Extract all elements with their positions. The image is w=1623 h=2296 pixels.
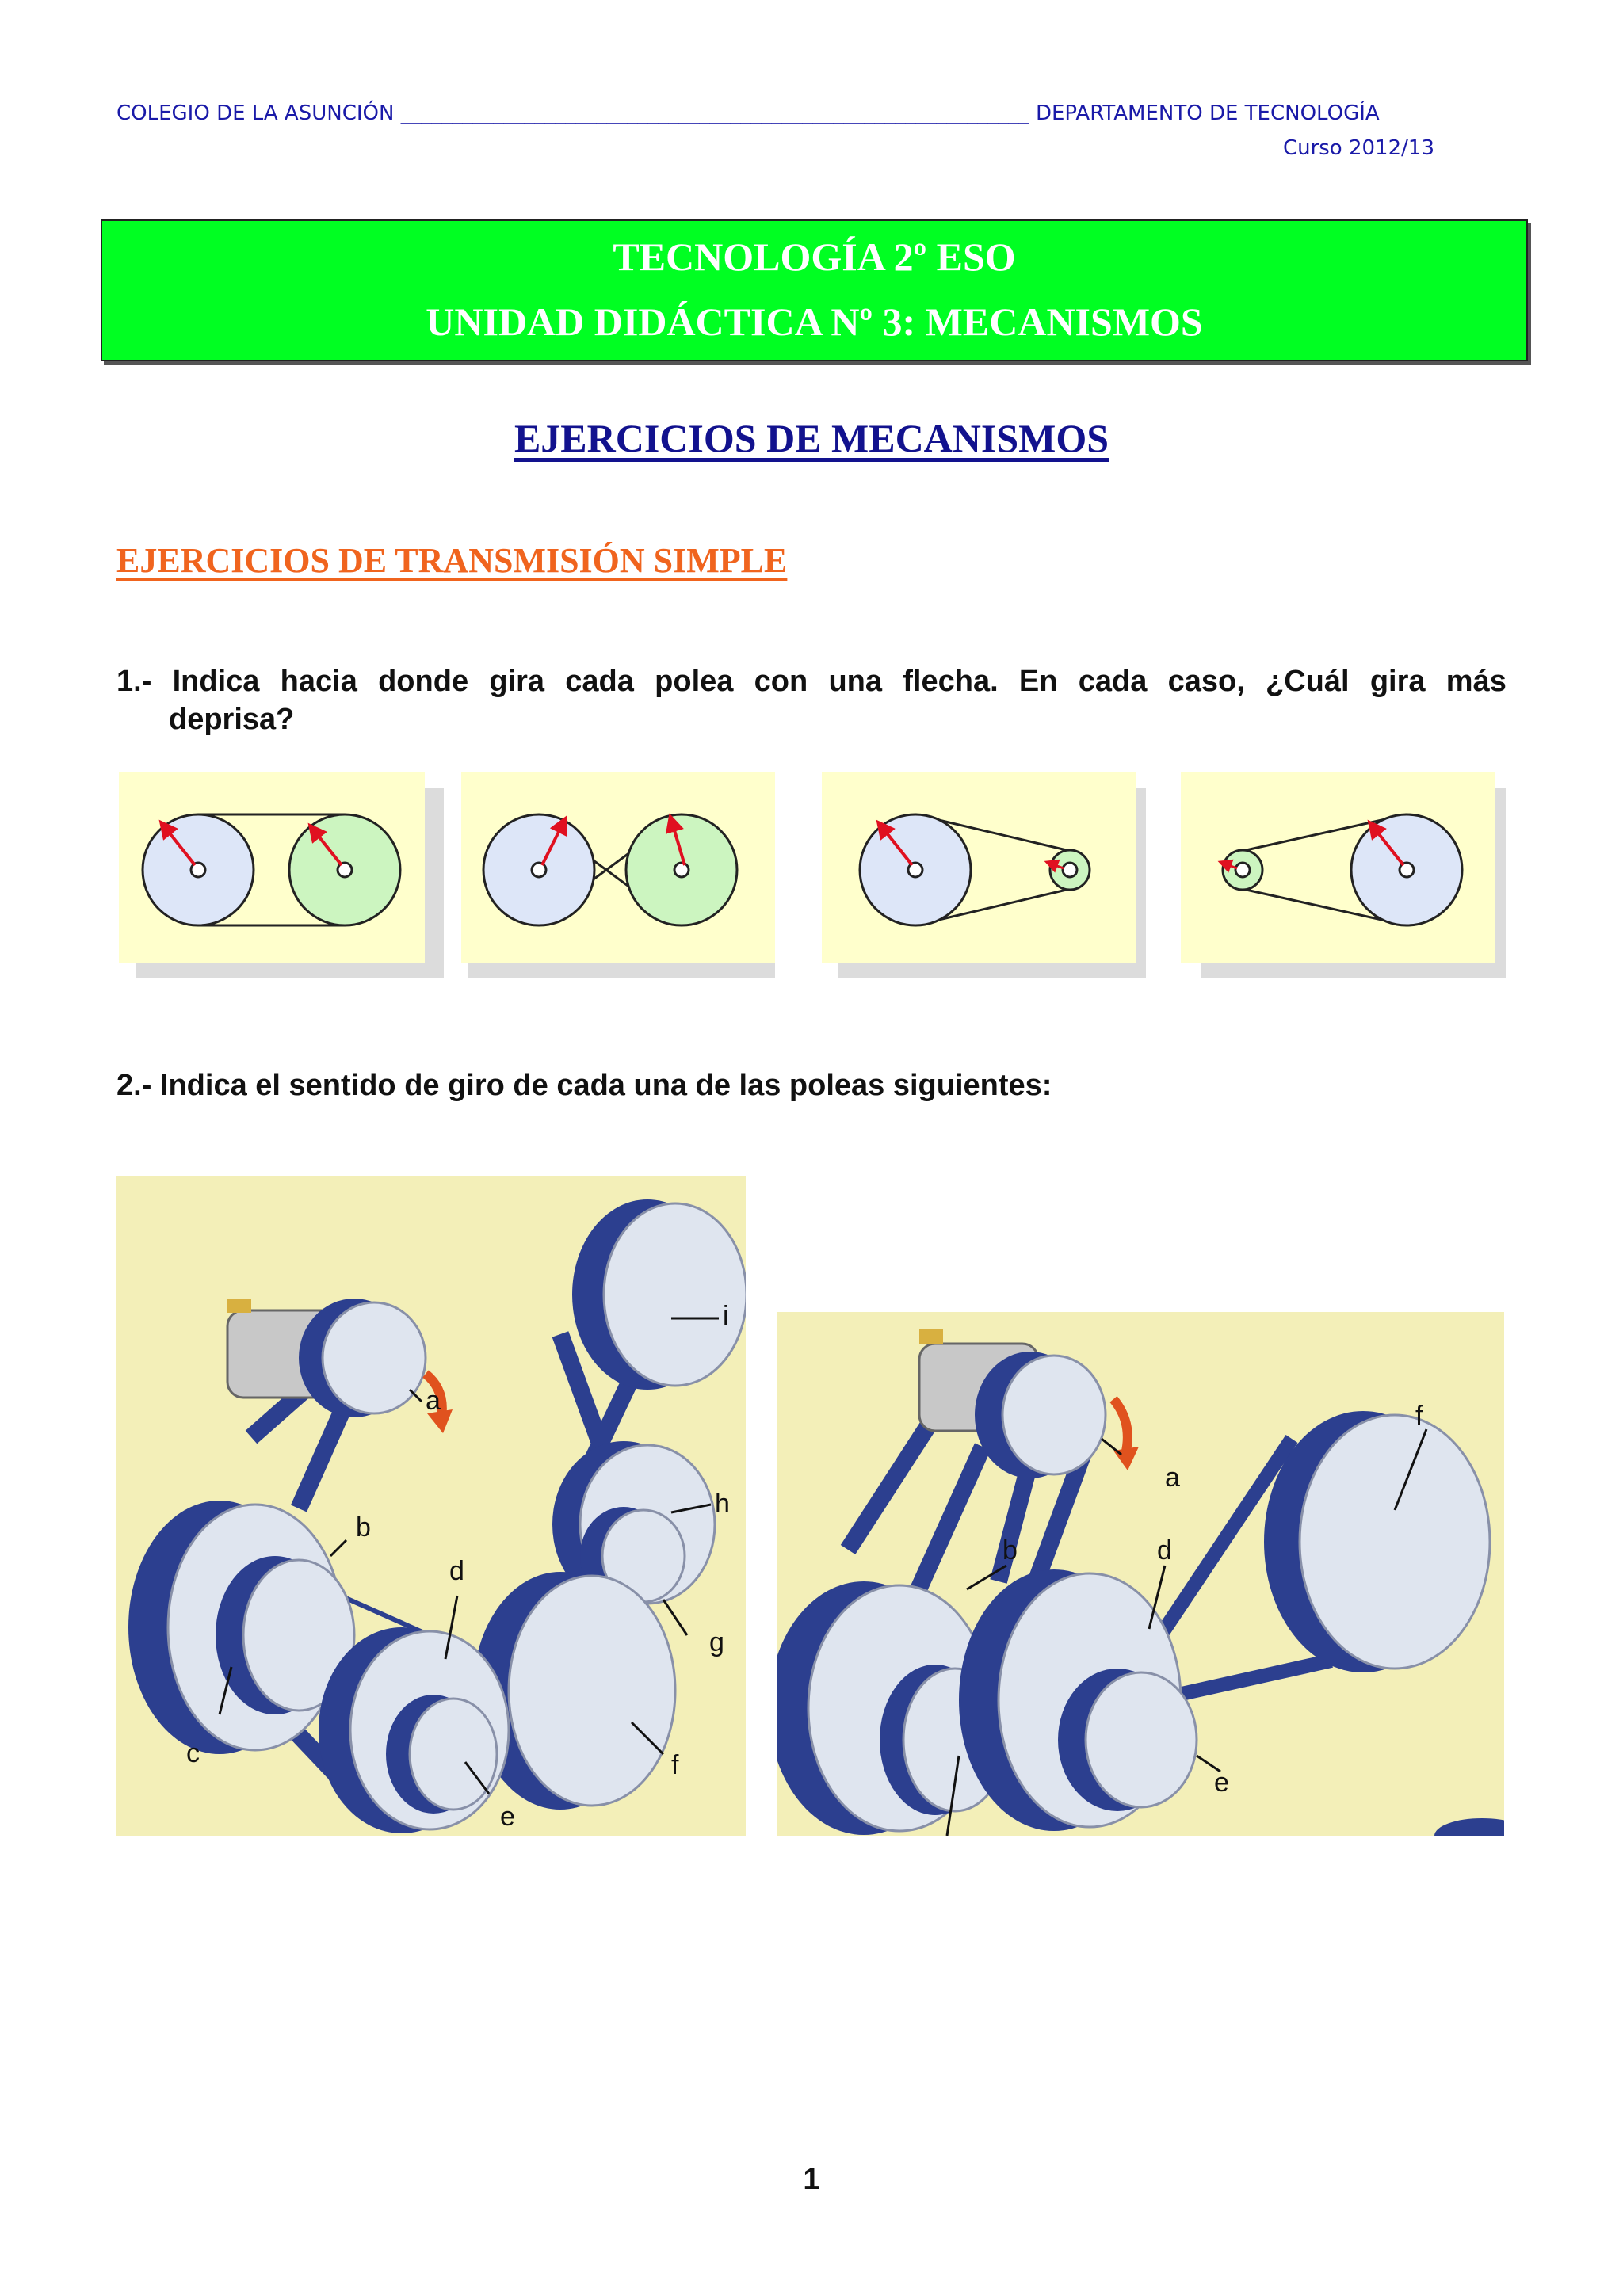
question-1-word: flecha. — [903, 665, 999, 698]
question-1-word: gira — [489, 665, 545, 698]
question-1-word: más — [1445, 665, 1507, 698]
pulley-system-figure-1 — [116, 1176, 746, 1836]
course-label: Curso 2012/13 — [1282, 136, 1434, 160]
main-title — [0, 415, 1623, 461]
pulley-panels — [119, 769, 1506, 982]
fig1-label-f: f — [671, 1750, 679, 1780]
question-1-word: caso, — [1167, 665, 1245, 698]
question-1-word: 1.- — [116, 665, 152, 698]
fig1-label-h: h — [715, 1489, 730, 1519]
question-1-line-1 — [116, 662, 1507, 700]
fig1-label-e: e — [500, 1802, 515, 1832]
question-2: 2.- Indica el sentido de giro de cada una de las poleas siguientes: — [116, 1069, 1052, 1102]
page-number: 1 — [803, 2163, 820, 2196]
banner-line-1: TECNOLOGÍA 2º ESO — [613, 235, 1016, 279]
banner-line-2: UNIDAD DIDÁCTICA Nº 3: MECANISMOS — [426, 299, 1203, 344]
fig1-label-g: g — [709, 1627, 724, 1657]
fig1-label-a: a — [426, 1386, 441, 1416]
question-1-word: hacia — [280, 665, 357, 698]
question-1-word: En — [1018, 665, 1058, 698]
department-name: DEPARTAMENTO DE TECNOLOGÍA — [1035, 101, 1380, 125]
fig2-label-e: e — [1214, 1768, 1229, 1798]
main-title-text: EJERCICIOS DE MECANISMOS — [514, 416, 1109, 460]
fig2-label-d: d — [1157, 1535, 1172, 1566]
question-1-word: cada — [565, 665, 634, 698]
question-1-word: una — [828, 665, 883, 698]
section-title: EJERCICIOS DE TRANSMISIÓN SIMPLE — [116, 541, 788, 580]
pulley-panel-3 — [822, 772, 1146, 978]
question-1-word: Indica — [172, 665, 260, 698]
fig2-label-f: f — [1415, 1401, 1423, 1431]
question-1-word: gira — [1369, 665, 1426, 698]
question-1-word: donde — [378, 665, 469, 698]
fig1-label-c: c — [186, 1738, 200, 1768]
fig1-label-b: b — [356, 1512, 371, 1543]
question-1-line-2: deprisa? — [169, 703, 295, 736]
header-line — [116, 101, 1380, 125]
question-1-word: con — [754, 665, 808, 698]
header-separator: _____________________________________________________________ — [400, 101, 1029, 125]
pulley-e-2 — [1058, 1669, 1197, 1811]
question-1-word: ¿Cuál — [1266, 665, 1350, 698]
question-1 — [116, 662, 1507, 738]
question-1-word: cada — [1078, 665, 1148, 698]
question-1-word: polea — [655, 665, 734, 698]
pulley-e — [386, 1695, 497, 1814]
pulley-f-2 — [1264, 1411, 1490, 1672]
pulley-system-figure-2 — [777, 1312, 1504, 1836]
pulley-panel-4 — [1181, 772, 1506, 978]
fig1-label-i: i — [723, 1301, 729, 1331]
fig2-label-a: a — [1165, 1463, 1180, 1493]
pulley-panel-2 — [461, 772, 775, 978]
fig2-label-b: b — [1002, 1535, 1018, 1566]
fig1-label-d: d — [449, 1556, 464, 1586]
school-name: COLEGIO DE LA ASUNCIÓN — [116, 101, 395, 125]
title-banner — [101, 219, 1528, 361]
pulley-i — [572, 1199, 746, 1390]
pulley-panel-1 — [119, 772, 444, 978]
pulley-f — [473, 1572, 675, 1810]
